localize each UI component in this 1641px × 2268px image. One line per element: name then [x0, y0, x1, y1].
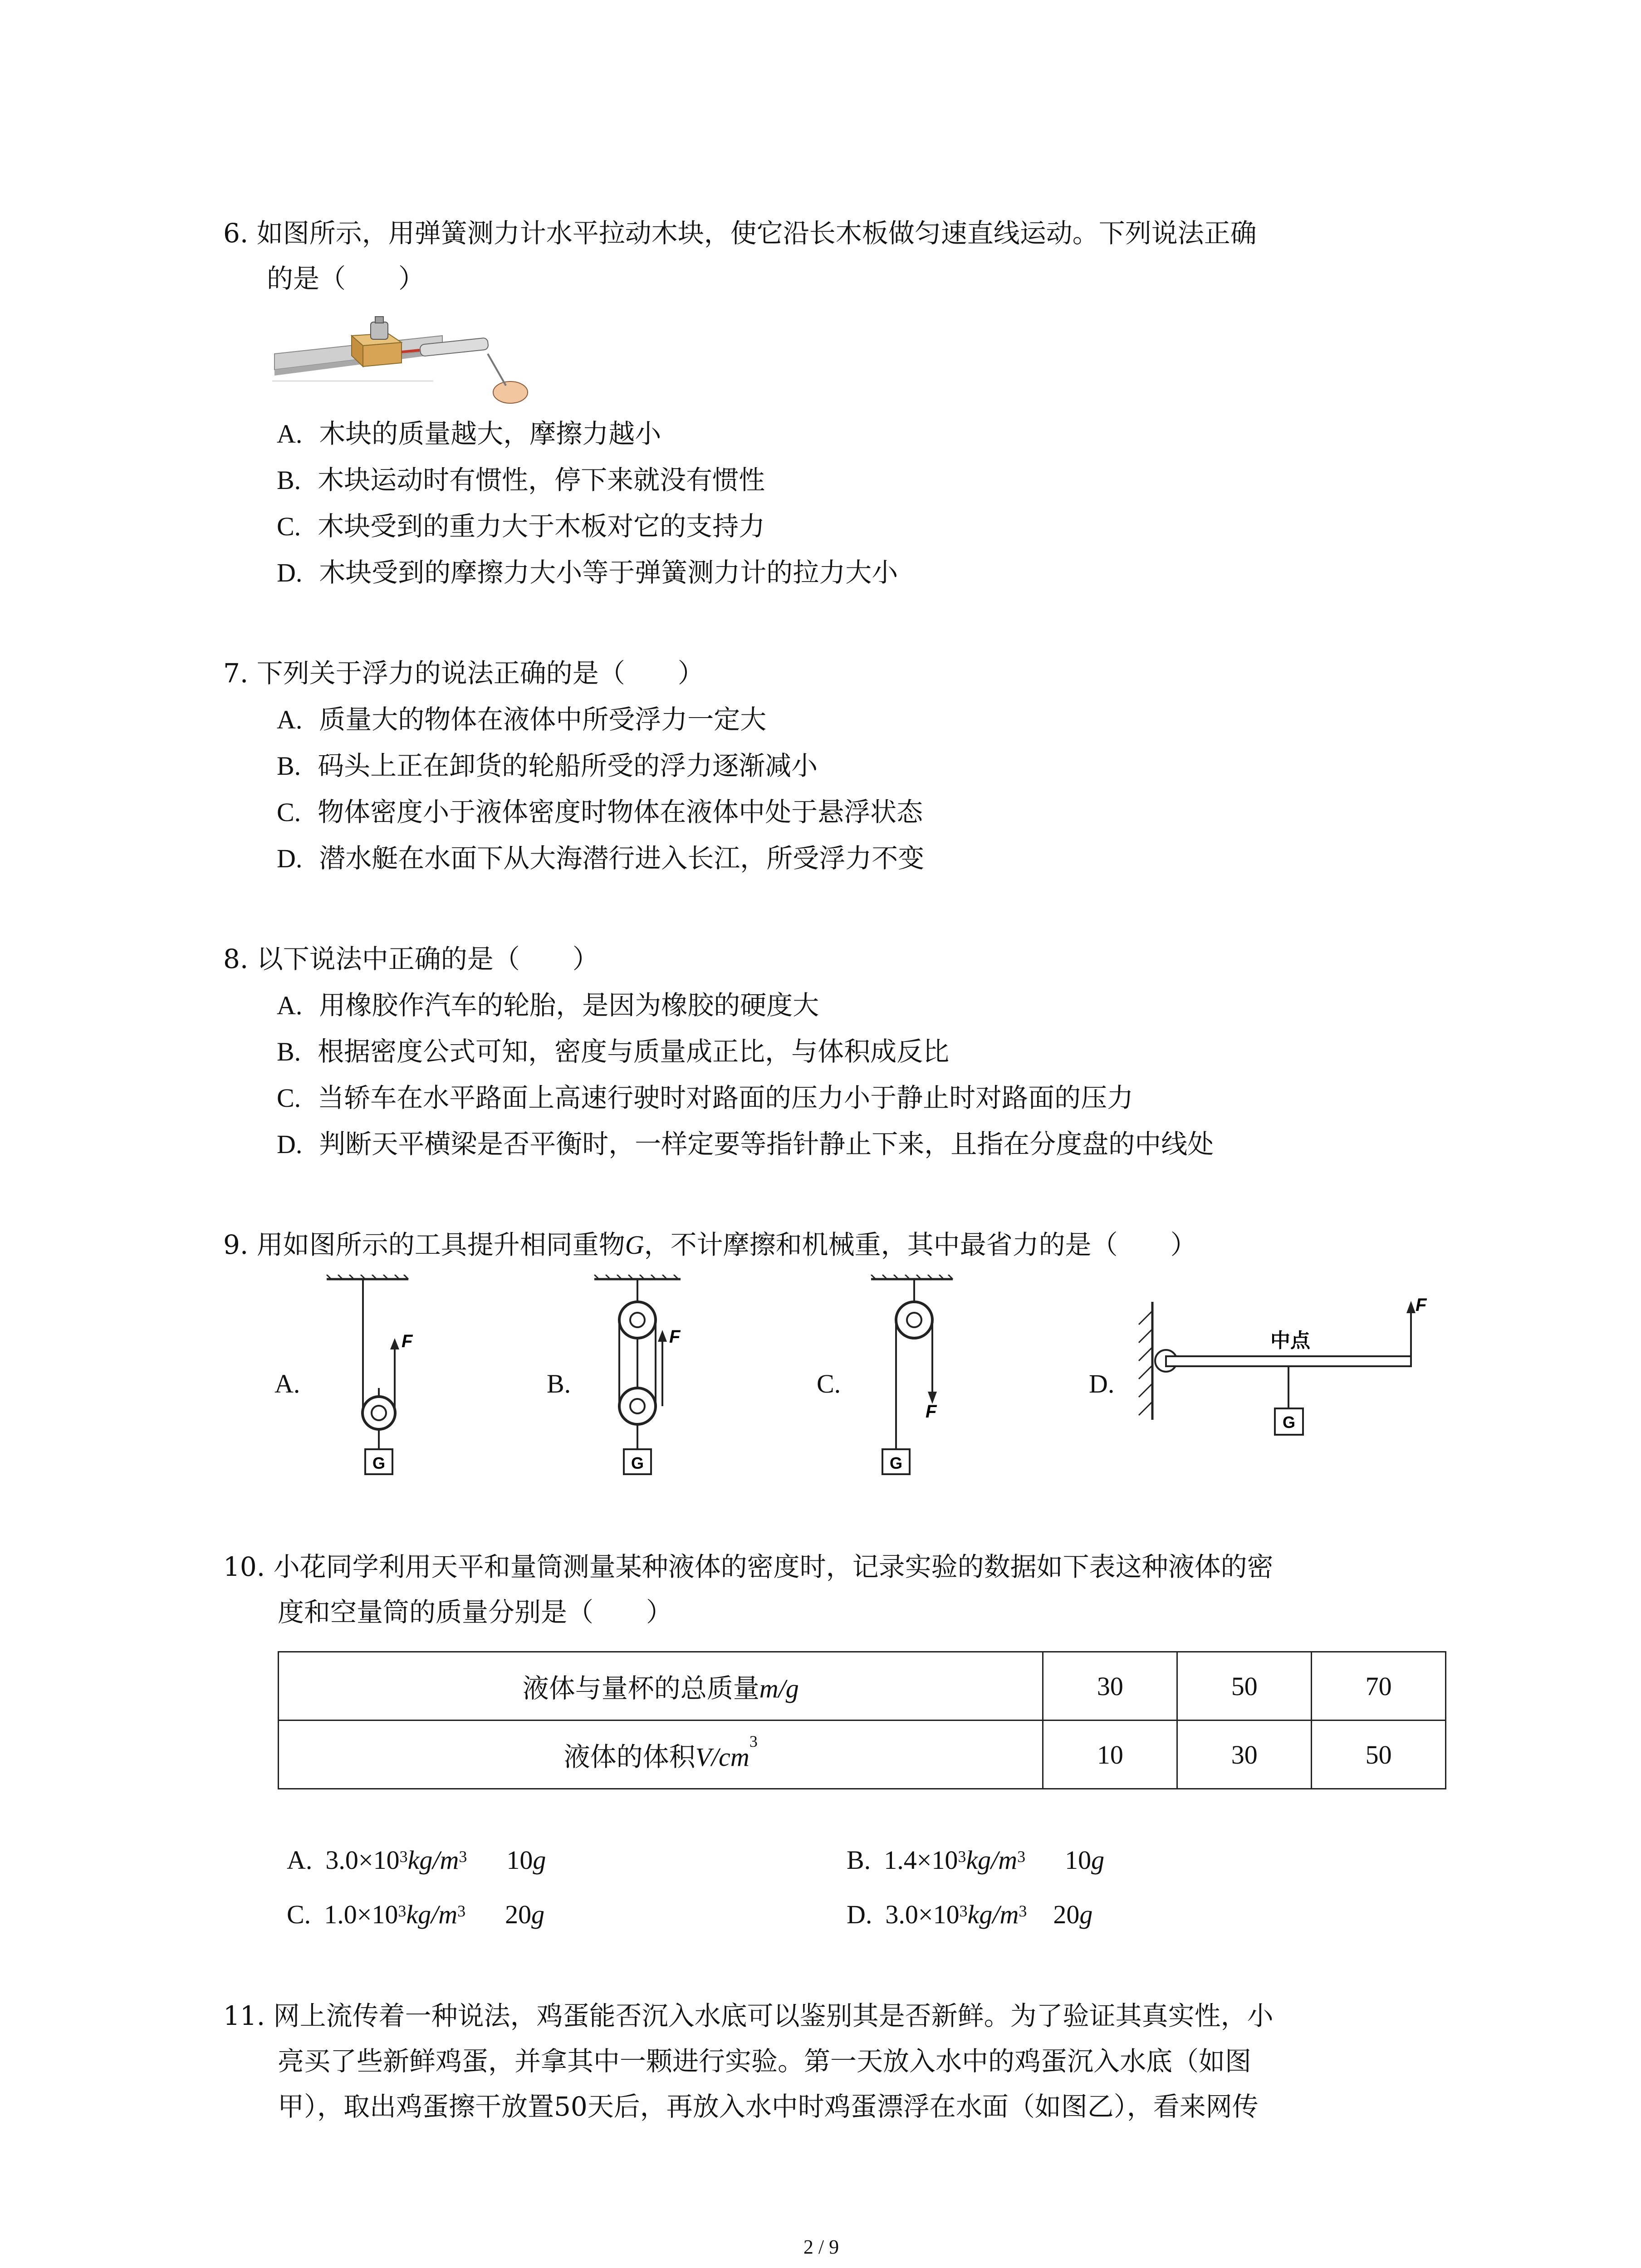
q9-figure-b-pulley-block	[585, 1275, 712, 1501]
q9-label-c: C.	[817, 1369, 841, 1398]
q7-option-a: A. 质量大的物体在液体中所受浮力一定大	[277, 704, 767, 735]
q9-figure-a-movable-pulley	[318, 1275, 445, 1501]
q7-option-c: C. 物体密度小于液体密度时物体在液体中处于悬浮状态	[277, 797, 923, 827]
q10-option-a: A. $3.0\times 10^3kg/m^3$ 10g	[287, 1845, 546, 1875]
q9-label-b: B.	[547, 1369, 571, 1398]
q6-option-d: D. 木块受到的摩擦力大小等于弹簧测力计的拉力大小	[277, 557, 898, 588]
q10-option-b: B. $1.4\times 10^3kg/m^3$ 10g	[847, 1845, 1105, 1875]
q6-option-a: A. 木块的质量越大，摩擦力越小	[277, 418, 661, 449]
q7-stem: 7. 下列关于浮力的说法正确的是（ ）	[223, 658, 704, 689]
q6-stem-line2: 的是（ ）	[267, 263, 425, 294]
table-row	[279, 1721, 1446, 1789]
q9-d-midpoint-label: 中点	[1270, 1329, 1310, 1352]
q9-d-weight-label: G	[1282, 1413, 1296, 1432]
q9-figure-d-lever	[1134, 1293, 1434, 1492]
q11-stem-line3: 甲），取出鸡蛋擦干放置50天后，再放入水中时鸡蛋漂浮在水面（如图乙），看来网传	[278, 2091, 1259, 2122]
q9-label-a: A.	[274, 1369, 300, 1398]
q6-option-c: C. 木块受到的重力大于木板对它的支持力	[277, 511, 765, 542]
table-cell: 70	[1312, 1652, 1446, 1721]
table-cell: 50	[1177, 1652, 1312, 1721]
table-cell-header: 液体与量杯的总质量m/g	[279, 1652, 1043, 1721]
q6-figure-spring-scale-block	[270, 308, 542, 413]
q6-stem-line1: 6. 如图所示，用弹簧测力计水平拉动木块，使它沿长木板做匀速直线运动。下列说法正确	[223, 218, 1257, 249]
table-cell: 30	[1177, 1721, 1312, 1789]
q9-d-force-label: F	[1416, 1295, 1427, 1315]
q9-a-weight-label: G	[372, 1454, 386, 1472]
q11-stem-line1: 11. 网上流传着一种说法，鸡蛋能否沉入水底可以鉴别其是否新鲜。为了验证其真实性，小	[223, 2000, 1274, 2031]
q9-b-force-label: F	[669, 1327, 681, 1347]
q6-option-b: B. 木块运动时有惯性，停下来就没有惯性	[277, 464, 765, 495]
q8-option-c: C. 当轿车在水平路面上高速行驶时对路面的压力小于静止时对路面的压力	[277, 1082, 1134, 1113]
q9-figure-c-fixed-pulley	[862, 1275, 989, 1501]
q9-b-weight-label: G	[631, 1454, 644, 1472]
table-cell: 10	[1043, 1721, 1177, 1789]
q8-option-a: A. 用橡胶作汽车的轮胎，是因为橡胶的硬度大	[277, 990, 819, 1021]
q10-stem-line2: 度和空量筒的质量分别是（ ）	[278, 1597, 673, 1628]
q10-option-c: C. $1.0\times 10^3kg/m^3$ 20g	[287, 1900, 545, 1929]
q9-a-force-label: F	[402, 1331, 413, 1351]
q8-stem: 8. 以下说法中正确的是（ ）	[223, 943, 599, 974]
table-cell: 50	[1312, 1721, 1446, 1789]
q11-stem-line2: 亮买了些新鲜鸡蛋，并拿其中一颗进行实验。第一天放入水中的鸡蛋沉入水底（如图	[278, 2046, 1252, 2077]
q10-option-d: D. $3.0\times 10^3kg/m^3$ 20g	[847, 1900, 1093, 1929]
q10-stem-line1: 10. 小花同学利用天平和量筒测量某种液体的密度时，记录实验的数据如下表这种液体的密	[223, 1551, 1274, 1582]
q8-option-b: B. 根据密度公式可知，密度与质量成正比，与体积成反比	[277, 1036, 950, 1067]
q9-stem: 9. 用如图所示的工具提升相同重物G，不计摩擦和机械重，其中最省力的是（ ）	[223, 1229, 1197, 1260]
page-number: 2 / 9	[803, 2236, 839, 2258]
q9-c-weight-label: G	[889, 1454, 903, 1472]
q9-c-force-label: F	[926, 1402, 937, 1422]
q7-option-d: D. 潜水艇在水面下从大海潜行进入长江，所受浮力不变	[277, 843, 925, 874]
table-cell-header: 液体的体积$V/cm^3$	[279, 1721, 1043, 1789]
table-cell: 30	[1043, 1652, 1177, 1721]
q10-data-table	[278, 1651, 1446, 1789]
q9-label-d: D.	[1089, 1369, 1115, 1398]
q7-option-b: B. 码头上正在卸货的轮船所受的浮力逐渐减小	[277, 750, 818, 781]
q8-option-d: D. 判断天平横梁是否平衡时，一样定要等指针静止下来，且指在分度盘的中线处	[277, 1129, 1214, 1159]
table-row	[279, 1652, 1446, 1721]
